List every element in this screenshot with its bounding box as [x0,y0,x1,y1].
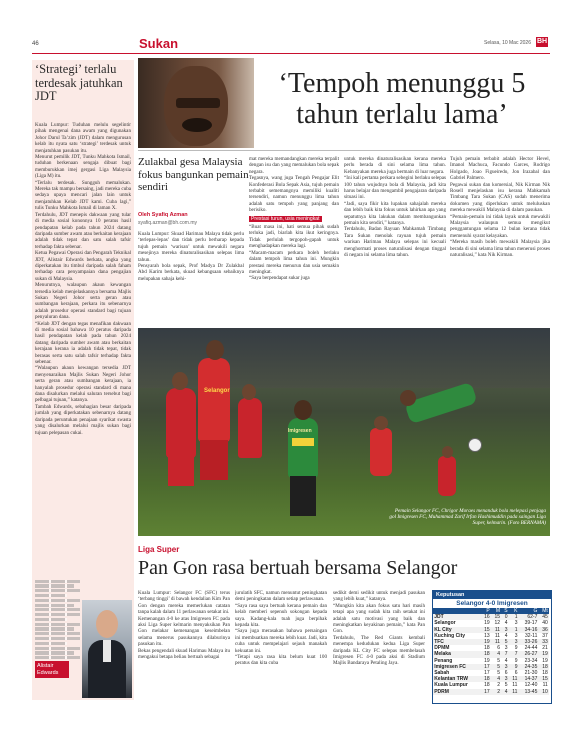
feature-divider [138,150,550,151]
stat-cell: 6 [514,670,518,677]
story-paragraph: “Saya juga merasakan bahawa persaingan ini membuatkan mereka lebih kuat. Jadi, kita cuba untuk mempelajari sejauh manakah kekuatan ini. [235,628,327,654]
team-name: Imigresen FC [433,664,480,670]
stat-cell: 5 [504,682,508,689]
stat-cell: 11 [542,682,548,689]
team-name: JDT [433,614,480,620]
feature-headline: ‘Tempoh menunggu 5 tahun terlalu lama’ [278,68,526,130]
stat-cell: 40 [542,620,548,627]
team-name: KL City [433,627,480,633]
stat-cell: 19 [539,651,549,657]
stat-cell: 17 [484,670,490,677]
stat-cell: 19 [480,639,490,645]
story-col-1 [138,590,230,710]
goalkeeper-figure [404,382,477,425]
stat-cell: 5 [497,670,501,677]
sidebar-body [35,122,131,574]
stat-cell: 4 [491,676,501,682]
stat-cell: 37 [542,632,548,639]
sidebar-paragraph: Menurutnya, walaupun akaun kewangan tersedia kelab menjelaskannya bersama Majlis Sukan Negeri Johor serta geran atau sumbangan kerajaan, perkara itu sebenarnya adalah prosedur operasi standard bagi tujuan penyaluran dana. [35,282,131,321]
stat-cell: 17 [480,664,490,670]
byline: Oleh Syafiq Azman [138,212,188,218]
team-name: Selangor [434,620,456,627]
stat-cell: 34-16 [519,627,539,633]
table-header-cell: G [519,608,539,614]
story-kicker: Liga Super [138,545,180,554]
sidebar-title: ‘Strategi’ terlalu terdesak jatuhkan JDT [35,62,123,103]
stat-cell: 3 [501,676,508,682]
player-figure [238,398,262,458]
standings-table [433,608,549,695]
stat-cell: 18 [539,664,549,670]
stat-cell: 5 [497,657,501,664]
story-inset-caption [470,580,471,581]
stat-cell: 3 [504,645,508,652]
stat-cell: 19 [484,657,490,664]
stat-cell: 9 [514,645,518,652]
team-name: DPMM [434,645,450,652]
stat-cell: 62-7 [519,614,539,620]
stat-cell: 18 [542,670,548,677]
story-headline: Pan Gon rasa bertuah bersama Selangor [138,557,458,579]
stat-cell: 23-34 [524,657,538,664]
stat-cell: 13 [484,632,490,639]
stat-cell: 12-40 [524,682,538,689]
feature-col-2 [249,156,339,321]
feature-paragraph: “Saya berpendapat sukar juga [249,275,310,282]
stat-cell: 11 [512,682,518,689]
stat-cell: 6 [497,645,501,652]
sidebar-paragraph: Tambah Edwards, sebahagian besar daripada jumlah yang diperkatakan sebenarnya datang daripada peruntukan penajaan syarikat swasta yang disalurkan melalui majlis sukan bagi tujuan pelepasan cukai. [35,403,131,436]
stat-cell: 15 [491,614,501,620]
feature-paragraph: untuk mereka dinaturalisasikan kerana mereka perlu berada di sini selama lima tahun. Kebanyakan mereka juga bermain di luar negara. [344,156,446,175]
stat-cell: 11 [491,639,501,645]
stat-cell: 4 [504,620,508,627]
stat-cell: 2 [491,689,501,695]
byline-email: syafiq.azman@bh.com.my [138,220,197,226]
stat-cell: 33 [539,639,549,645]
feature-subhead: Zulakbal gesa Malaysia fokus bangunkan pemain sendiri [138,156,249,193]
ball-figure [468,438,482,452]
table-header-cell: K [509,608,519,614]
photo-caption-text: Pemain Selangor FC, Chrigor Moraes menanduk bola melepasi penjaga gol Imigresen FC, Muhammad Zarif Irfan Hashimuddin pada saingan Liga Super, kelmarin. [389,508,546,527]
team-name: Kelantan TRW [433,676,480,682]
stat-cell: 6 [504,670,508,677]
story-paragraph: “Saya rasa saya bertuah kerana pemain dan kelab memberi sepenuh sokongan kepada saya. Kadang-kala tuah juga berpihak kepada kita. [235,602,327,629]
stat-cell: 1 [509,614,519,620]
masthead-logo: BH [536,38,548,45]
photo-credit: (Foto BERNAMA) [507,520,546,527]
results-match: Selangor 4-0 Imigresen [456,600,528,607]
stat-cell: 7 [509,651,519,657]
stat-cell: 45 [539,614,549,620]
stat-cell: 24-44 [524,645,538,652]
feature-col-1 [138,231,244,321]
stat-cell: 18 [480,651,490,657]
results-title: Keputusan [433,591,551,599]
stat-cell: 7 [501,651,508,657]
stat-cell: 14-37 [519,676,539,682]
feature-paragraph: Pegawai sukan dan komersial, Nik Kirman Nik Rosell menjelaskan isu kerana Mahkamah Timbang Tara Sukan (CAS) sudah menerima dokumen yang diperlukan untuk meluluskan mereka mewakili Malaysia di dalam pasukan. [450,181,550,214]
crosshead-label: Prestasi turun, usia meningkat [251,215,320,222]
team-name: TFC [433,639,480,645]
stat-cell: 21-30 [524,670,538,677]
feature-paragraph: “Mereka masih boleh mewakili Malaysia jika berada di sini selama lima tahun menerusi proses naturalisasi,” kata Nik Kirman. [450,239,550,259]
stat-cell: 11 [491,627,501,633]
team-name: Kuala Lumpur [434,682,468,689]
stat-cell: 11 [509,689,519,695]
sidebar-paragraph: “Terlalu terdesak. Sungguh memalukan. Mereka tak mampu bersaing, jadi mereka cuba sedaya upaya mencari jalan lain untuk menjatuhkan Kelab JDT kami. Cuba lagi,” tulis Tunku Mahkota Ismail di laman X. [35,179,131,212]
stat-cell: 9 [509,664,519,670]
stat-cell: 2 [497,682,501,689]
stat-cell: 15 [480,627,490,633]
player-figure [198,358,230,442]
story-paragraph: sedikit demi sedikit untuk menjadi pasukan yang lebih kuat,” katanya. [333,590,425,603]
stat-cell: 3 [514,620,518,627]
sidebar-paragraph: Menurut pemilik JDT, Tunku Mahkota Ismail, tuduhan berkenaan sengaja dibuat bagi memburukkan imej gergasi Liga Malaysia (Liga M) itu. [35,154,131,180]
feature-crosshead [249,216,339,222]
stat-cell: 5 [501,639,508,645]
portrait-photo [138,58,254,148]
stat-cell: 16 [480,614,490,620]
stat-cell: 5 [491,664,501,670]
stat-cell: 33-26 [519,639,539,645]
edwards-photo [82,600,132,698]
player-figure [288,418,318,478]
stat-cell: 9 [514,657,518,664]
feature-paragraph: mat mereka memandangkan mereka terpalit dengan isu dan yang memalukan bola sepak negara. [249,156,339,175]
stat-cell: 32-11 [524,632,538,639]
table-row [433,689,549,695]
story-paragraph: Kemenangan 4-0 ke atas Imigresen FC pada aksi Liga Super kelmarin menyaksikan Pan Gon melakar kemenangan keseimbelan selama menerus pasukannya dilaburinya pasukan itu. [138,615,230,648]
stat-cell: 19 [484,620,490,627]
stat-cell: 18 [484,645,490,652]
feature-paragraph: Tegasnya, wang juga Tengah Pengajar Elit Konfederasi Bola Sepak Asia, tujuh pemain terbabit sememangnya memiliki kualiti tersendiri, namun menunggu lima tahun adalah satu tempoh yang panjang dan berisiko. [249,175,339,214]
feature-col-3 [344,156,446,321]
feature-paragraph: “Pemain-pemain ini tidak layak untuk mewakili Malaysia walaupun semua mengikut penggantungan selama 12 bulan kerana tidak memenuhi syarat kelayakan. [450,213,550,239]
stat-cell: 4 [504,657,508,664]
table-header-cell: S [501,608,508,614]
stat-cell: 18 [484,682,490,689]
page-number: 46 [32,41,39,47]
stat-cell: 4 [501,689,508,695]
stat-cell: 3 [509,639,519,645]
stat-cell: 17 [480,689,490,695]
story-paragraph: Terdahulu, The Red Giants kembali menempa kedudukan kedua Liga Super daripada KL City FC selepas membelasah Imigresen FC 4-0 pada aksi di Stadium Majlis Bandaraya Petaling Jaya. [333,634,425,667]
team-name: Melaka [433,651,480,657]
story-col-2 [235,590,327,710]
player-figure [438,456,456,496]
feature-paragraph: Tujuh pemain terbabit adalah Hector Hevel, Imanol Machuca, Facundo Garces, Rodrigo Holgado, Joao Figueiredo, Jon Irazabal dan Gabriel Palmero. [450,156,550,182]
stat-cell: 1 [509,627,519,633]
team-name: Penang [434,657,453,664]
team-name: PDRM [433,689,480,695]
story-paragraph: “Mungkin kita akan fokus satu hari masih tetapi apa yang sudah kita raih setakat ini adalah satu motivasi yang baik dan meningkatkan keyakinan pemain,” kata Pan Gon. [333,602,425,635]
stat-cell: 15 [539,676,549,682]
standings-body [433,614,549,695]
story-paragraph: “Tetapi saya rasa kita belum kuat 100 peratus dan kita cuba [235,654,327,667]
sidebar-paragraph: “Walaupun akaun kewangan tersedia JDT menyenaraikan Majlis Sukan Negeri Johor serta geran atau sumbangan kerajaan, ia hanyalah prosedur operasi standard di mana dana disalurkan melalui saluran tersebut bagi pelbagai tujuan,” katanya. [35,365,131,404]
table-header-cell: M [491,608,501,614]
stat-cell: 4 [504,632,508,639]
stat-cell: 18 [480,676,490,682]
story-col-3 [333,590,425,710]
stat-cell: 11 [494,632,501,639]
section-label: Sukan [139,36,179,51]
stat-cell: 19 [542,657,548,664]
edwards-caption: Alistair Edwards [35,661,69,678]
team-name: Sabah [434,670,450,677]
feature-paragraph: Terdahulu, Badan Rayuan Mahkamah Timbang Tara Sukan menolak rayuan tujuh pemain warisan Harimau Malaya selepas ini kecuali menghormati proses naturalisasi dengan tinggal di negara ini selama lima tahun. [344,226,446,259]
stat-cell: 11 [509,676,519,682]
photo-caption [388,508,546,527]
feature-paragraph: “Ini kali pertama perkara sebegini berlaku selepas 100 tahun wujudnya bola di Malaysia, jadi kita harus belajar dan mengambil pengajaran daripada situasi ini. [344,175,446,201]
feature-paragraph: Kuala Lumpur: Skuad Harimau Malaya tidak perlu ‘terlepas-lepas’ dan tidak perlu berharap kepada tujuh pemain ‘warisan’ untuk mewakili negara mesejinya mereka dinaturalisasikan selepas lima tahun. [138,231,244,263]
header-rule [32,53,550,54]
feature-paragraph: “Jadi, saya fikir kita lupakan sahajalah mereka dan lebih baik kita fokus untuk lahirkan apa yang sepatutnya kita lakukan dalam membangunkan pemain kita sendiri,” katanya. [344,200,446,227]
sidebar-paragraph: Ketua Pegawai Operasi dan Pengarah Teknikal JDT, Alistair Edwards berkata, angka yang diperkatakan itu timbul daripada salah faham terhadap cara penyampaian dana pengajian sukan di Malaysia. [35,250,131,282]
stat-cell: 4 [491,651,501,657]
jersey-label: Imigresen [288,428,312,434]
stat-cell: 3 [501,664,508,670]
table-header-cell: P [480,608,490,614]
stat-cell: 26-27 [519,651,539,657]
sidebar-paragraph: “Kelab JDT dengan tegas menafikan dakwaan di media sosial bahawa 10 peratus daripada hasil pendapatan kelab pada tahun 2024 datang daripada sumber awam atau berkaitan kerajaan kerana ia adalah tidak tepat, tidak berasas serta satu salah tafsir terhadap fakta sebenar. [35,320,131,366]
match-photo [138,328,550,536]
results-box [432,590,552,704]
player-figure [166,388,196,458]
stat-cell: 10 [539,689,549,695]
stat-cell: 3 [514,632,518,639]
team-name: Kuching City [434,632,466,639]
jersey-label: Selangor [204,388,230,394]
header-date: Selasa, 10 Mac 2026 [484,40,531,46]
stat-cell: 21 [542,645,548,652]
table-header-cell: Mt [539,608,549,614]
stat-cell: 24-35 [519,664,539,670]
stat-cell: 3 [501,627,508,633]
sidebar-paragraph: Terdahulu, JDT menepis dakwaan yang tular di media sosial kononnya 10 peratus hasil pendapatan kelab pada tahun 2024 datang daripada sumber awam atau berkaitan kerajaan adalah tidak tepat dan satu salah tafsir terhadap fakta sebenar. [35,211,131,250]
stat-cell: 13-45 [519,689,539,695]
feature-paragraph: “Macam-macam perkara boleh berlaku dalam tempoh lima tahun ini. Mungkin prestasi mereka menurun dan usia semakin meningkat. [249,249,339,275]
stat-cell: 0 [501,614,508,620]
story-paragraph: jurulatih SFC, namun menuntut peningkatan demi peningkatan dalam setiap perlawanan. [235,590,327,603]
sidebar-lead: Kuala Lumpur: Tuduhan melulu segelintir pihak mengenai dana awam yang digunakan Johor Darul Ta’zim (JDT) dalam mengurusan kelab itu nyata satu ‘strategi’ terdesak untuk menjatuhkan pasukan itu. [35,122,131,154]
story-paragraph: Bekas pengendali skuad Harimau Malaya itu mengakui betapa beliau bertuah sebagai [138,647,230,661]
stat-cell: 12 [494,620,501,627]
stat-cell: 39-17 [524,620,538,627]
stat-cell: 36 [539,627,549,633]
feature-col-4 [450,156,550,321]
feature-paragraph: “Buat masa ini, hati semua pihak sudah terluka jadi, biarlah kita ikut keringnya. Tidak perlulah tergopoh-gapah untuk menghadapkan mereka lagi. [249,224,339,250]
story-paragraph: Kuala Lumpur: Selangor FC (SFC) terus ‘terbang tinggi’ di bawah kendalian Kim Pan Gon dengan mereka memerlukan catatan tanpa kalah dalam 11 perlawanan setakat ini. [138,590,230,616]
feature-paragraph: Pensyarah bola sepak, Prof Madya Dr Zulakbal Abd Karim berkata, skuad kebangsaan sebaiknya melupakan sahaja kehi- [138,263,244,282]
